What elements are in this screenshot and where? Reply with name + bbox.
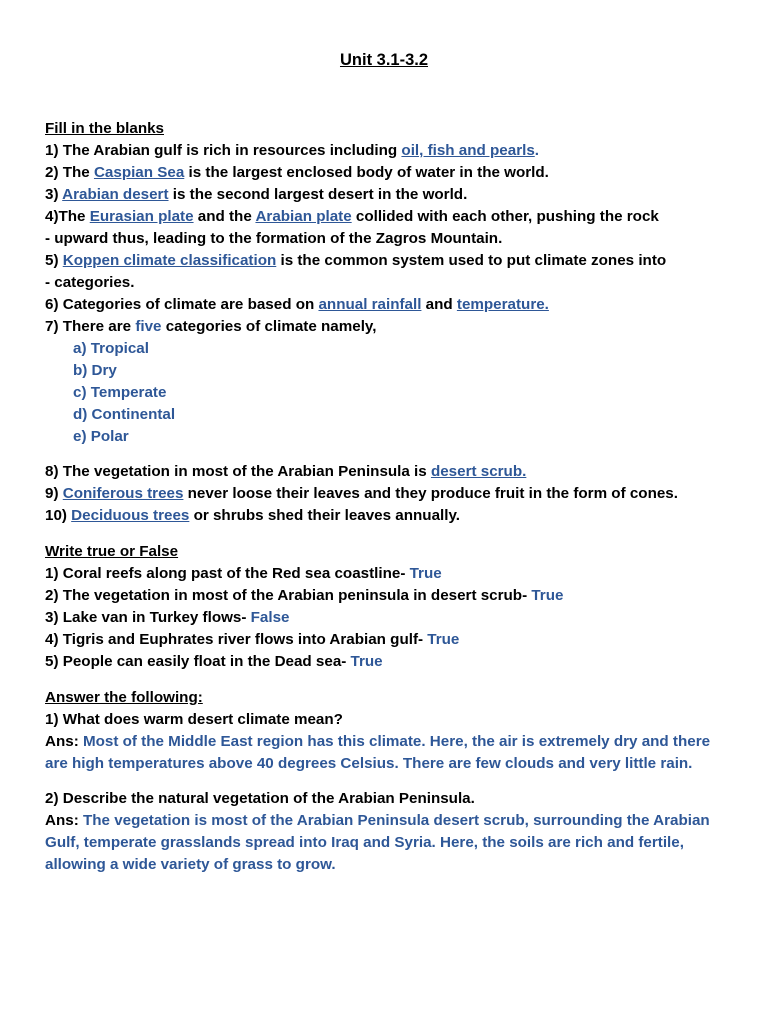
answer-label: Ans:	[45, 733, 83, 750]
answer-text: Koppen climate classification	[62, 252, 277, 269]
question-text: 4) Tigris and Euphrates river flows into Arabian gulf-	[45, 631, 428, 648]
answer-text: Most of the Middle East region has this climate. Here, the air is extremely dry and there	[82, 733, 711, 750]
question-text: 7) There are	[45, 318, 136, 335]
blank-question-9	[45, 485, 678, 503]
question-text: is the common system used to put climate zones into	[276, 252, 667, 269]
blank-question-6	[45, 296, 549, 314]
question-text: 5) People can easily float in the Dead sea-	[45, 653, 351, 670]
question-text: 2) The vegetation in most of the Arabian peninsula in desert scrub-	[45, 587, 532, 604]
question-text: is the second largest desert in the world.	[168, 186, 468, 203]
long-answer-2-continued: allowing a wide variety of grass to grow.	[45, 856, 336, 873]
blank-question-2	[45, 164, 549, 182]
answer-text: True	[531, 587, 564, 604]
question-text: and	[421, 296, 457, 313]
question-text: is the largest enclosed body of water in the world.	[184, 164, 549, 181]
question-text: 8) The vegetation in most of the Arabian Peninsula is	[45, 463, 431, 480]
answer-text: desert scrub.	[430, 463, 527, 480]
true-false-item	[45, 565, 442, 583]
long-answer-2-continued: Gulf, temperate grasslands spread into Iraq and Syria. Here, the soils are rich and fertile,	[45, 834, 684, 851]
blank-question-5	[45, 252, 666, 270]
answer-text: oil, fish and pearls	[401, 142, 535, 159]
answer-text: True	[409, 565, 442, 582]
question-text: 3)	[45, 186, 63, 203]
blank-question-1	[45, 142, 539, 160]
question-text: or shrubs shed their leaves annually.	[189, 507, 460, 524]
answer-text: False	[250, 609, 290, 626]
true-false-item	[45, 587, 563, 605]
answer-text: Coniferous trees	[62, 485, 184, 502]
question-text: 1) Coral reefs along past of the Red sea coastline-	[45, 565, 410, 582]
question-text: never loose their leaves and they produce fruit in the form of cones.	[183, 485, 678, 502]
blank-question-4-continued: - upward thus, leading to the formation of the Zagros Mountain.	[45, 230, 503, 247]
long-answer-1	[45, 733, 710, 751]
climate-category: b) Dry	[73, 362, 117, 379]
question-text: 5)	[45, 252, 63, 269]
long-question-1: 1) What does warm desert climate mean?	[45, 711, 343, 728]
true-false-item	[45, 653, 383, 671]
long-answer-1-continued: are high temperatures above 40 degrees Celsius. There are few clouds and very little rain.	[45, 755, 693, 772]
answer-text: .	[534, 142, 539, 159]
question-text: 4)The	[45, 208, 90, 225]
page-title: Unit 3.1-3.2	[339, 51, 429, 69]
answer-following-heading: Answer the following:	[45, 689, 203, 706]
question-text: and the	[193, 208, 256, 225]
answer-text: Eurasian plate	[89, 208, 194, 225]
answer-text: Caspian Sea	[93, 164, 185, 181]
blank-question-5-continued: - categories.	[45, 274, 135, 291]
question-text: 9)	[45, 485, 63, 502]
answer-text: Arabian plate	[255, 208, 352, 225]
question-text: categories of climate namely,	[161, 318, 377, 335]
answer-label: Ans:	[45, 812, 83, 829]
true-false-item	[45, 609, 290, 627]
climate-category: e) Polar	[73, 428, 129, 445]
true-false-heading: Write true or False	[45, 543, 179, 560]
answer-text: annual rainfall	[318, 296, 422, 313]
blank-question-8	[45, 463, 526, 481]
blank-question-7	[45, 318, 376, 336]
question-text: 10)	[45, 507, 72, 524]
true-false-item	[45, 631, 459, 649]
answer-text: five	[135, 318, 162, 335]
answer-text: The vegetation is most of the Arabian Peninsula desert scrub, surrounding the Arabian	[82, 812, 710, 829]
long-answer-2	[45, 812, 710, 830]
climate-category: a) Tropical	[73, 340, 149, 357]
blank-question-10	[45, 507, 460, 525]
answer-text: Arabian desert	[62, 186, 169, 203]
answer-text: Deciduous trees	[71, 507, 190, 524]
climate-category: d) Continental	[73, 406, 176, 423]
question-text: 3) Lake van in Turkey flows-	[45, 609, 251, 626]
long-question-2: 2) Describe the natural vegetation of the Arabian Peninsula.	[45, 790, 475, 807]
blank-question-3	[45, 186, 467, 204]
question-text: 6) Categories of climate are based on	[45, 296, 319, 313]
climate-category: c) Temperate	[73, 384, 167, 401]
question-text: 2) The	[45, 164, 94, 181]
answer-text: True	[350, 653, 383, 670]
blank-question-4	[45, 208, 659, 226]
fill-blanks-heading: Fill in the blanks	[45, 120, 164, 137]
question-text: collided with each other, pushing the rock	[351, 208, 659, 225]
question-text: 1) The Arabian gulf is rich in resources including	[45, 142, 402, 159]
answer-text: True	[427, 631, 460, 648]
answer-text: temperature.	[456, 296, 549, 313]
